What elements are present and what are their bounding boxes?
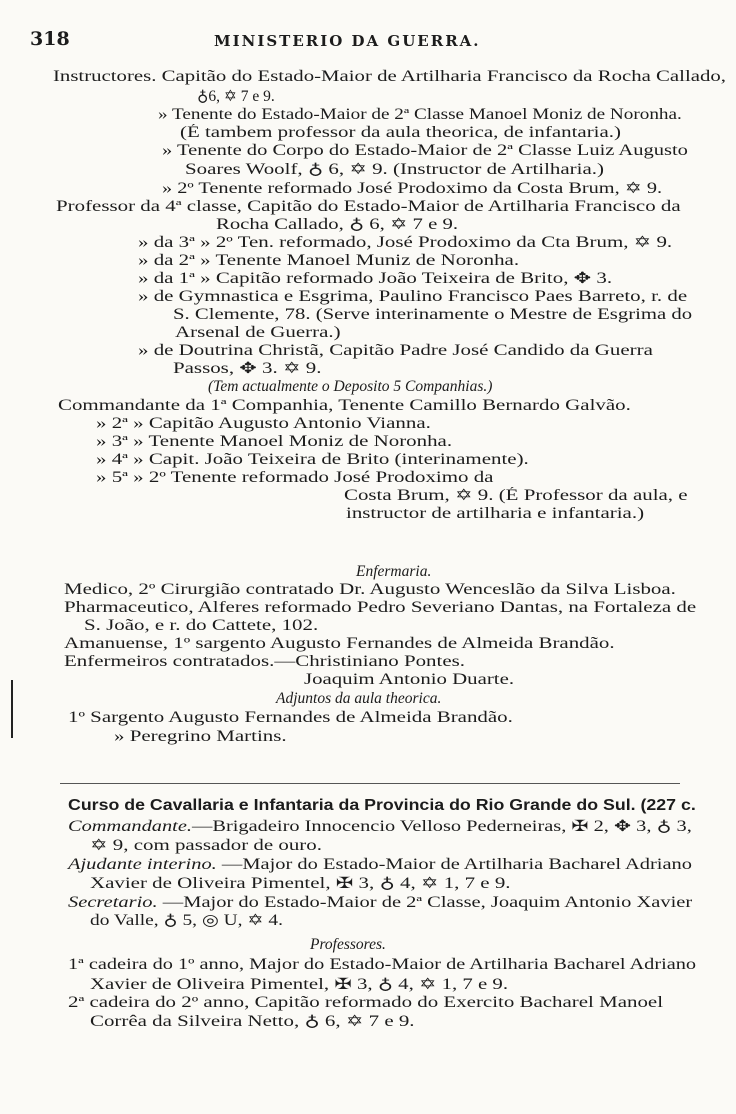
text-line: Joaquim Antonio Duarte.: [304, 671, 515, 688]
text-line: Costa Brum, ✡ 9. (É Professor da aula, e: [344, 487, 688, 504]
text-line: » da 3ª » 2º Ten. reformado, José Prodoximo da Cta Brum, ✡ 9.: [138, 234, 673, 251]
entry-text: —Major do Estado-Maior de Artilharia Bacharel Adriano: [216, 856, 692, 873]
text-line: ✡ 9, com passador de ouro.: [90, 837, 322, 854]
text-line: Medico, 2º Cirurgião contratado Dr. Augusto Wenceslão da Silva Lisboa.: [64, 581, 676, 598]
page-number: 318: [30, 28, 70, 50]
text-line: » de Gymnastica e Esgrima, Paulino Francisco Paes Barreto, r. de: [138, 288, 688, 305]
text-line: » da 2ª » Tenente Manoel Muniz de Noronha.: [138, 252, 520, 269]
text-line: » 2º Tenente reformado José Prodoximo da Costa Brum, ✡ 9.: [162, 180, 663, 197]
text-line: 2ª cadeira do 2º anno, Capitão reformado do Exercito Bacharel Manoel: [68, 994, 664, 1011]
text-line: Corrêa da Silveira Netto, ♁ 6, ✡ 7 e 9.: [90, 1013, 415, 1030]
text-line: S. João, e r. do Cattete, 102.: [84, 617, 319, 634]
text-line: » da 1ª » Capitão reformado João Teixeira de Brito, ✥ 3.: [138, 270, 613, 287]
text-line: Arsenal de Guerra.): [175, 324, 341, 341]
text-line: Soares Woolf, ♁ 6, ✡ 9. (Instructor de Artilharia.): [185, 161, 604, 178]
text-line: [68, 818, 692, 836]
text-line: Amanuense, 1º sargento Augusto Fernandes de Almeida Brandão.: [64, 635, 615, 652]
text-line: » Tenente do Estado-Maior de 2ª Classe Manoel Moniz de Noronha.: [158, 106, 682, 123]
text-line: (Tem actualmente o Deposito 5 Companhias.): [208, 378, 493, 395]
text-line: Adjuntos da aula theorica.: [276, 690, 442, 707]
text-line: [68, 856, 692, 874]
text-line: do Valle, ♁ 5, ◎ U, ✡ 4.: [90, 912, 283, 929]
text-line: » de Doutrina Christã, Capitão Padre José Candido da Guerra: [138, 342, 653, 359]
text-line: Passos, ✥ 3. ✡ 9.: [173, 360, 322, 377]
text-line: Pharmaceutico, Alferes reformado Pedro Severiano Dantas, na Fortaleza de: [64, 599, 697, 616]
text-line: instructor de artilharia e infantaria.): [346, 505, 645, 522]
text-line: Professores.: [310, 936, 386, 953]
text-line: Enfermeiros contratados.—Christiniano Pontes.: [64, 653, 465, 670]
text-line: » Tenente do Corpo do Estado-Maior de 2ª Classe Luiz Augusto: [162, 142, 688, 159]
text-line: » 3ª » Tenente Manoel Moniz de Noronha.: [96, 433, 453, 450]
entry-label: Ajudante interino.: [68, 856, 217, 873]
text-line: Commandante da 1ª Companhia, Tenente Camillo Bernardo Galvão.: [58, 397, 631, 414]
text-line: 1º Sargento Augusto Fernandes de Almeida Brandão.: [68, 709, 513, 726]
text-line: Xavier de Oliveira Pimentel, ✠ 3, ♁ 4, ✡ 1, 7 e 9.: [90, 976, 509, 993]
section-divider: [60, 783, 680, 784]
text-line: Rocha Callado, ♁ 6, ✡ 7 e 9.: [216, 216, 459, 233]
text-line: » 5ª » 2º Tenente reformado José Prodoximo da: [96, 469, 494, 486]
text-line: (É tambem professor da aula theorica, de infantaria.): [180, 124, 621, 141]
page-title: MINISTERIO DA GUERRA.: [214, 32, 481, 50]
text-line: » 4ª » Capit. João Teixeira de Brito (interinamente).: [96, 451, 529, 468]
text-line: » Peregrino Martins.: [114, 728, 287, 745]
entry-label: Commandante.: [68, 818, 193, 835]
text-line: Enfermaria.: [356, 563, 432, 580]
text-line: 1ª cadeira do 1º anno, Major do Estado-Maior de Artilharia Bacharel Adriano: [68, 956, 697, 973]
text-line: Curso de Cavallaria e Infantaria da Provincia do Rio Grande do Sul. (227 c.: [68, 797, 696, 814]
text-line: [68, 894, 692, 912]
text-line: Professor da 4ª classe, Capitão do Estado-Maior de Artilharia Francisco da: [56, 198, 681, 215]
text-line: Instructores. Capitão do Estado-Maior de Artilharia Francisco da Rocha Callado,: [53, 68, 726, 85]
entry-text: —Brigadeiro Innocencio Velloso Pederneiras, ✠ 2, ✥ 3, ♁ 3,: [192, 818, 692, 835]
text-line: S. Clemente, 78. (Serve interinamente o Mestre de Esgrima do: [173, 306, 693, 323]
margin-mark: [11, 680, 13, 738]
entry-text: —Major do Estado-Maior de 2ª Classe, Joaquim Antonio Xavier: [157, 894, 693, 911]
text-line: ♁6, ✡ 7 e 9.: [197, 88, 275, 105]
entry-label: Secretario.: [68, 894, 158, 911]
text-line: Xavier de Oliveira Pimentel, ✠ 3, ♁ 4, ✡ 1, 7 e 9.: [90, 875, 511, 892]
text-line: » 2ª » Capitão Augusto Antonio Vianna.: [96, 415, 431, 432]
